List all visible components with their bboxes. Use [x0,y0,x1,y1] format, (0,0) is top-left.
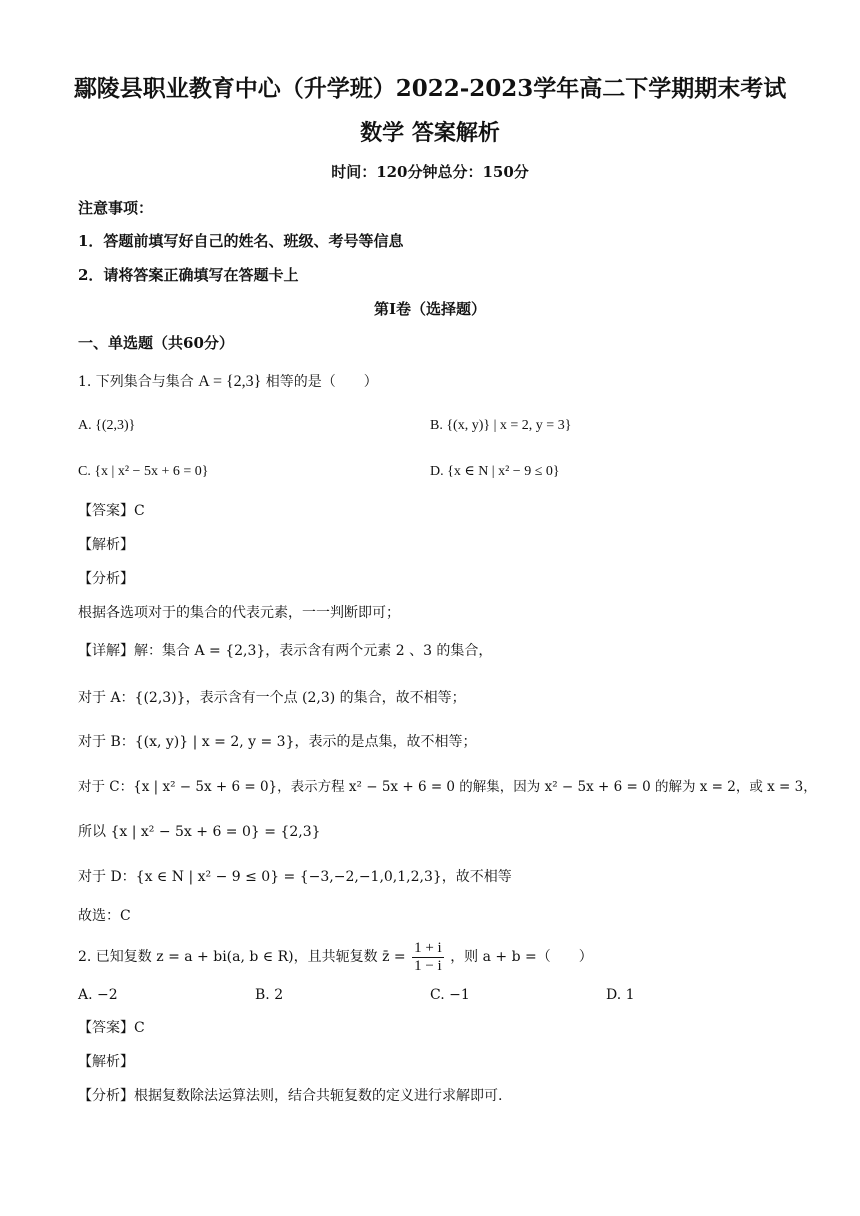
q2-stem [78,939,593,975]
q1-option-a: A. {(2,3)} [78,418,136,433]
q1-stem [78,372,378,392]
q2-jiexi: 【解析】 [78,1054,134,1070]
part-heading: 一、单选题（共60分） [78,334,234,352]
q1-for-c: 对于 C：{x | x² − 5x + 6 = 0}，表示方程 x² − 5x + 6 = 0 的解集，因为 x² − 5x + 6 = 0 的解为 x = 2，或 x = 3， [78,779,817,795]
q2-stem-pre: 2. 已知复数 z = a + bi(a, b ∈ R)，且共轭复数 z̄ = [78,949,406,965]
volume-heading: 第Ⅰ卷（选择题） [373,300,487,318]
q2-frac-num: 1 + i [414,939,442,956]
q1-stem-post: 相等的是（ ） [265,374,378,390]
q2-fraction [412,940,444,975]
q1-choose: 故选：C [78,908,131,924]
note-item-1: 1．答题前填写好自己的姓名、班级、考号等信息 [78,232,404,250]
q2-frac-den: 1 − i [414,957,442,974]
q2-stem-post: ，则 a + b =（ ） [450,949,593,965]
q2-answer: 【答案】C [78,1020,145,1036]
q1-for-d: 对于 D：{x ∈ N | x² − 9 ≤ 0} = {−3,−2,−1,0,1,2,3}，故不相等 [78,869,512,885]
q2-option-c: C. −1 [430,987,470,1003]
q2-option-b: B. 2 [255,987,284,1003]
document-subtitle: 数学 答案解析 [360,120,500,146]
q1-option-b: B. {(x, y)} | x = 2, y = 3} [430,418,572,433]
q2-option-d: D. 1 [606,987,635,1003]
q1-fenxi: 【分析】 [78,571,134,587]
q1-for-b: 对于 B：{(x, y)} | x = 2, y = 3}，表示的是点集，故不相等； [78,734,477,750]
q1-so: 所以 {x | x² − 5x + 6 = 0} = {2,3} [78,824,321,840]
notes-heading: 注意事项： [78,199,154,217]
q1-answer: 【答案】C [78,503,145,519]
time-info: 时间：120分钟总分：150分 [331,163,529,181]
q2-fenxi: 【分析】根据复数除法运算法则，结合共轭复数的定义进行求解即可. [78,1088,503,1104]
q1-detail: 【详解】解：集合 A = {2,3}，表示含有两个元素 2 、3 的集合， [78,643,493,659]
note-item-2: 2．请将答案正确填写在答题卡上 [78,266,299,284]
q1-stem-math: A = {2,3} [198,373,262,390]
q1-for-a: 对于 A：{(2,3)}，表示含有一个点 (2,3) 的集合，故不相等； [78,690,466,706]
q1-jiexi: 【解析】 [78,537,134,553]
q2-option-a: A. −2 [78,987,118,1003]
q1-option-d: D. {x ∈ N | x² − 9 ≤ 0} [430,464,560,479]
q1-option-c: C. {x | x² − 5x + 6 = 0} [78,464,209,479]
q1-stem-pre: 1. 下列集合与集合 [78,374,194,390]
document-title: 鄢陵县职业教育中心（升学班）2022-2023学年高二下学期期末考试 [73,75,787,102]
q1-fenxi-text: 根据各选项对于的集合的代表元素，一一判断即可； [78,605,400,621]
